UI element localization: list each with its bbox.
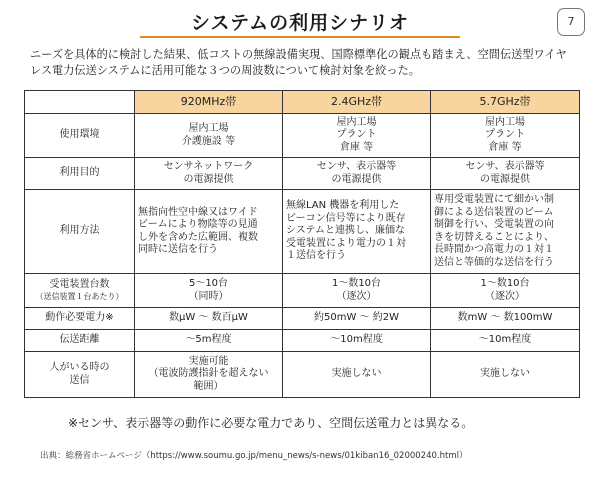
cell-text: 受電装置により電力の１対	[286, 237, 406, 249]
table-row	[25, 114, 580, 158]
table-cell: ～10m程度	[431, 330, 580, 352]
cell-text: し外を含めた広範囲、複数	[138, 231, 258, 243]
table-row	[25, 190, 580, 274]
table-cell: 実施しない	[283, 352, 431, 398]
table-cell	[135, 274, 283, 308]
cell-text: 長時間かつ高電力の１対１	[434, 244, 554, 255]
row-label-human-presence	[25, 352, 135, 398]
cell-text: センサネットワーク	[163, 161, 254, 172]
column-header-2-4ghz: 2.4GHz帯	[283, 91, 431, 114]
cell-text: 専用受電装置にて細かい制	[434, 194, 554, 205]
table-cell: 実施しない	[431, 352, 580, 398]
column-header-920mhz: 920MHz帯	[135, 91, 283, 114]
cell-text: 無線LAN 機器を利用した	[286, 200, 400, 212]
row-label-power: 動作必要電力※	[25, 308, 135, 330]
row-label-receiver-count	[25, 274, 135, 308]
title-underline	[140, 36, 460, 38]
cell-text: の電源提供	[480, 173, 530, 185]
table-cell	[431, 274, 580, 308]
column-header-5-7ghz: 5.7GHz帯	[431, 91, 580, 114]
table-cell	[283, 158, 431, 190]
table-cell	[283, 190, 431, 274]
cell-text: ビーコン信号等により既存	[286, 212, 406, 224]
cell-text: 5～10台	[188, 278, 229, 289]
table-cell: ～5m程度	[135, 330, 283, 352]
row-label-distance: 伝送距離	[25, 330, 135, 352]
row-label-environment: 使用環境	[25, 114, 135, 158]
table-cell	[135, 114, 283, 158]
row-label-method: 利用方法	[25, 190, 135, 274]
row-label-purpose: 利用目的	[25, 158, 135, 190]
cell-text: の電源提供	[331, 173, 382, 185]
cell-text: 送信と等価的な送信を行う	[434, 256, 554, 268]
cell-text: 屋内工場	[485, 116, 525, 128]
table-cell	[135, 352, 283, 398]
cell-text: ビームにより物陰等の見通	[138, 219, 258, 230]
cell-text: 範囲）	[193, 380, 224, 392]
cell-text: 無指向性空中線又はワイド	[138, 206, 258, 218]
table-row	[25, 308, 580, 330]
cell-text: 屋内工場	[188, 123, 229, 134]
cell-text: 倉庫 等	[339, 141, 374, 153]
table-cell	[135, 158, 283, 190]
cell-text: 介護施設 等	[181, 135, 236, 147]
cell-text: センサ、表示器等	[465, 161, 545, 172]
table-row	[25, 274, 580, 308]
title-area	[0, 0, 600, 42]
cell-text: の電源提供	[183, 173, 234, 185]
cell-text: 御による送信装置のビーム	[434, 206, 554, 218]
cell-text: センサ、表示器等	[316, 161, 397, 172]
table-cell: 数mW ～ 数100mW	[431, 308, 580, 330]
cell-text: 屋内工場	[336, 116, 377, 128]
cell-text: 倉庫 等	[488, 141, 522, 153]
table-row	[25, 158, 580, 190]
table-cell	[135, 190, 283, 274]
table-cell: 数μW ～ 数百μW	[135, 308, 283, 330]
row-label-text: 人がいる時の	[49, 362, 110, 373]
scenario-table	[24, 90, 580, 398]
table-cell	[283, 274, 431, 308]
cell-text: プラント	[485, 129, 525, 141]
page-number: 7	[557, 8, 585, 36]
source-citation: 出典：総務省ホームページ（https://www.soumu.go.jp/menu_news/s-news/01kiban16_02000240.html）	[40, 451, 468, 461]
cell-text: （電波防護指針を超えない	[148, 368, 269, 380]
footnote: ※センサ、表示器等の動作に必要な電力であり、空間伝送電力とは異なる。	[68, 416, 474, 430]
table-row	[25, 330, 580, 352]
cell-text: システムと連携し、廉価な	[286, 225, 405, 237]
table-header-row	[25, 91, 580, 114]
table-cell	[431, 114, 580, 158]
table-cell	[431, 190, 580, 274]
table-cell: 約50mW ～ 約2W	[283, 308, 431, 330]
table-cell: ～10m程度	[283, 330, 431, 352]
cell-text: 1～数10台	[480, 278, 530, 289]
cell-text: （逐次）	[336, 290, 377, 302]
cell-text: （同時）	[188, 290, 229, 302]
cell-text: 制御を行い、受電装置の向	[434, 219, 554, 230]
cell-text: 同時に送信を行う	[138, 244, 218, 255]
cell-text: １送信を行う	[286, 250, 346, 262]
intro-paragraph: ニーズを具体的に検討した結果、低コストの無線設備実現、国際標準化の観点も踏まえ、空間伝送型ワイヤレス電力伝送システムに活用可能な３つの周波数について検討対象を絞った。	[30, 48, 567, 77]
slide-title: システムの利用シナリオ	[191, 12, 409, 34]
table-cell	[283, 114, 431, 158]
cell-text: プラント	[336, 129, 377, 141]
row-sublabel-text: （送信装置１台あたり）	[35, 291, 124, 301]
row-label-text: 送信	[69, 374, 90, 386]
table-cell	[431, 158, 580, 190]
table-row	[25, 352, 580, 398]
row-label-text: 受電装置台数	[49, 279, 110, 291]
cell-text: 実施可能	[188, 355, 229, 367]
cell-text: （逐次）	[485, 290, 525, 302]
cell-text: きを切替えることにより、	[434, 231, 554, 243]
cell-text: 1～数10台	[331, 278, 382, 289]
table-corner-cell	[25, 91, 135, 114]
